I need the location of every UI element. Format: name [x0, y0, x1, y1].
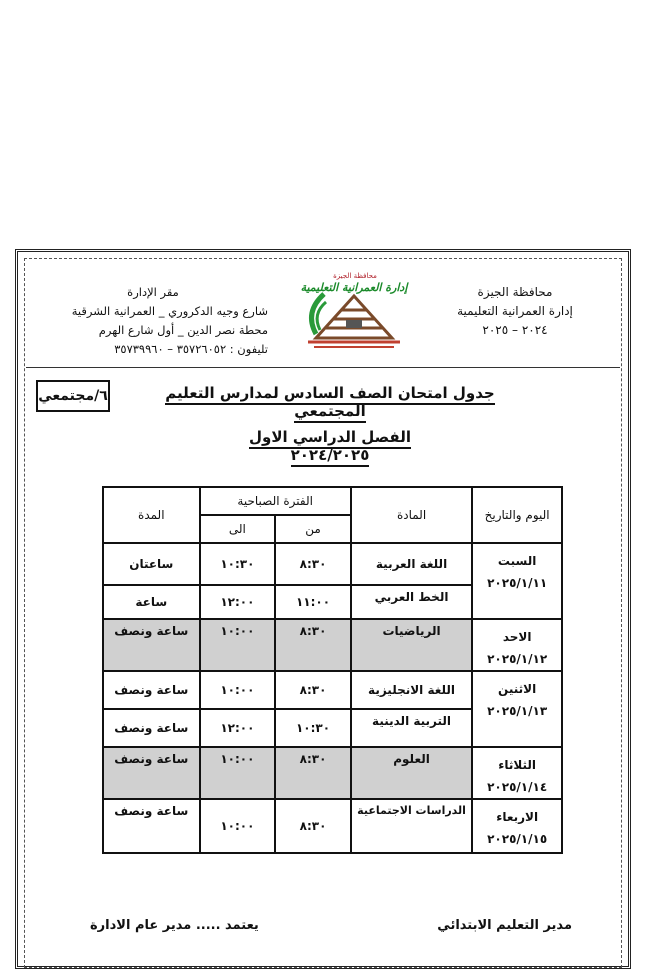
- table-row: [103, 747, 562, 799]
- day-cell: الثلاثاء ٢٠٢٥/١/١٤: [472, 747, 562, 799]
- administration: إدارة العمرانية التعليمية: [457, 304, 573, 318]
- governorate: محافظة الجيزة: [477, 285, 553, 299]
- subject-cell: الدراسات الاجتماعية: [351, 799, 472, 853]
- duration-cell: ساعة: [103, 585, 200, 619]
- signature-general-director: يعتمد ..... مدير عام الادارة: [90, 918, 259, 933]
- duration-cell: ساعتان: [103, 543, 200, 585]
- to-cell: ١٢:٠٠: [200, 709, 276, 747]
- to-cell: ١٠:٠٠: [200, 671, 276, 709]
- subject-cell: اللغة العربية: [351, 543, 472, 585]
- subject-cell: الرياضيات: [351, 619, 472, 671]
- day-cell: الاحد ٢٠٢٥/١/١٢: [472, 619, 562, 671]
- hq-station: محطة نصر الدين _ أول شارع الهرم: [98, 323, 268, 337]
- table-header-row: [103, 487, 562, 515]
- subject-cell: العلوم: [351, 747, 472, 799]
- to-cell: ١٠:٠٠: [200, 619, 276, 671]
- header-subject: المادة: [351, 487, 472, 543]
- duration-cell: ساعة ونصف: [103, 747, 200, 799]
- header-period: الفترة الصباحية: [200, 487, 351, 515]
- header-from: من: [275, 515, 351, 543]
- duration-cell: ساعة ونصف: [103, 671, 200, 709]
- page-subtitle: الفصل الدراسي الاول ٢٠٢٤/٢٠٢٥: [210, 428, 450, 464]
- table-row: [103, 799, 562, 853]
- subject-cell: اللغة الانجليزية: [351, 671, 472, 709]
- to-cell: ١٢:٠٠: [200, 585, 276, 619]
- to-cell: ١٠:٠٠: [200, 747, 276, 799]
- day-cell: السبت ٢٠٢٥/١/١١: [472, 543, 562, 619]
- page-title: جدول امتحان الصف السادس لمدارس التعليم المجتمعي: [150, 384, 510, 420]
- header-day-date: اليوم والتاريخ: [472, 487, 562, 543]
- day-cell: الاربعاء ٢٠٢٥/١/١٥: [472, 799, 562, 853]
- from-cell: ٨:٣٠: [275, 747, 351, 799]
- from-cell: ١١:٠٠: [275, 585, 351, 619]
- duration-cell: ساعة ونصف: [103, 799, 200, 853]
- hq-street: شارع وجيه الدكروري _ العمرانية الشرقية: [71, 304, 268, 318]
- from-cell: ٨:٣٠: [275, 671, 351, 709]
- from-cell: ٨:٣٠: [275, 619, 351, 671]
- header-left: [38, 283, 268, 359]
- header-divider: [26, 367, 620, 368]
- table-row: [103, 543, 562, 585]
- hq-phone: تليفون : ٣٥٧٢٦٠٥٢ – ٣٥٧٣٩٩٦٠: [114, 342, 268, 356]
- header-right: [440, 283, 590, 340]
- logo-top-text: محافظة الجيزة: [333, 272, 377, 280]
- from-cell: ٨:٣٠: [275, 799, 351, 853]
- duration-cell: ساعة ونصف: [103, 709, 200, 747]
- from-cell: ٨:٣٠: [275, 543, 351, 585]
- from-cell: ١٠:٣٠: [275, 709, 351, 747]
- signature-primary-director: مدير التعليم الابتدائي: [437, 918, 572, 933]
- subject-cell: التربية الدينية: [351, 709, 472, 747]
- to-cell: ١٠:٠٠: [200, 799, 276, 853]
- header-to: الى: [200, 515, 276, 543]
- grade-code-box: ٦/مجتمعي: [36, 380, 110, 412]
- header-duration: المدة: [103, 487, 200, 543]
- subject-cell: الخط العربي: [351, 585, 472, 619]
- day-cell: الاثنين ٢٠٢٥/١/١٣: [472, 671, 562, 747]
- table-row: [103, 619, 562, 671]
- table-row: [103, 671, 562, 709]
- exam-schedule-table: [102, 486, 563, 854]
- hq-title: مقر الإدارة: [127, 285, 179, 299]
- logo-text: إدارة العمرانية التعليمية: [300, 281, 408, 294]
- duration-cell: ساعة ونصف: [103, 619, 200, 671]
- to-cell: ١٠:٣٠: [200, 543, 276, 585]
- academic-year: ٢٠٢٤ – ٢٠٢٥: [482, 323, 548, 337]
